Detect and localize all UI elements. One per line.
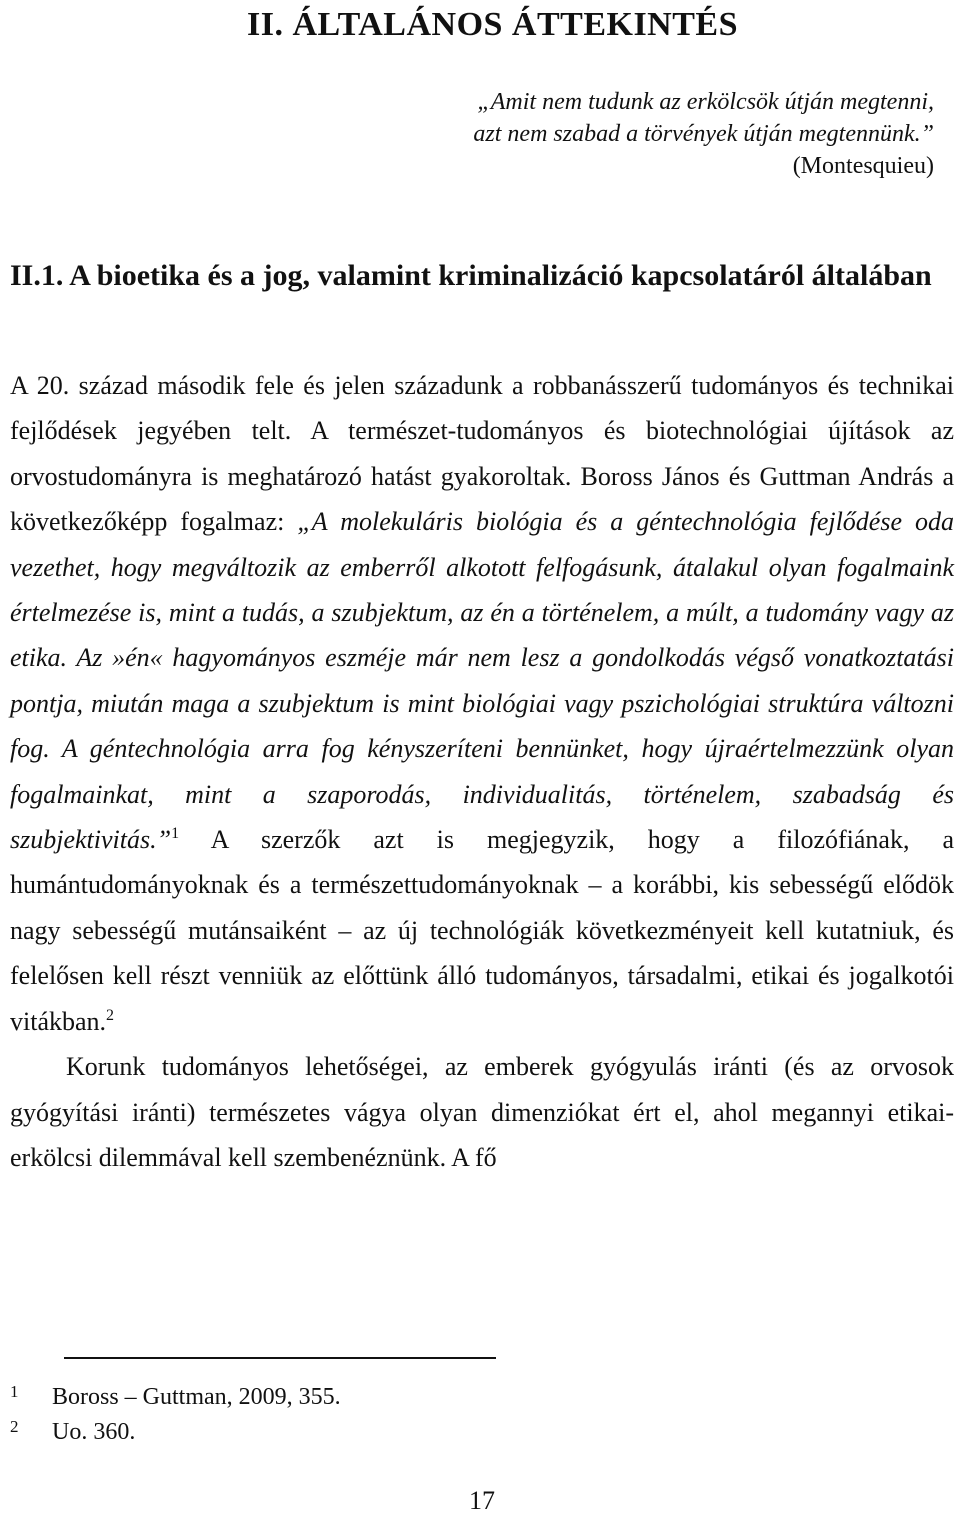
chapter-title: II. ÁLTALÁNOS ÁTTEKINTÉS bbox=[247, 6, 739, 43]
paragraph-1-intro: A 20. század második fele és jelen századunk a robbanásszerű tudományos és technikai fejlődések jegyében telt. A természet-tudományos és biotechnológiai újítások az orvostudományra is meghatározó hatást gyakoroltak. Boross János és Guttman András a következőképp fogalmaz: bbox=[10, 371, 954, 537]
footnote-ref-2[interactable]: 2 bbox=[106, 1006, 115, 1024]
footnote-separator bbox=[64, 1357, 496, 1359]
paragraph-1 bbox=[10, 363, 954, 1044]
footnotes bbox=[10, 1380, 341, 1450]
footnote-number: 2 bbox=[10, 1417, 19, 1436]
footnote-number: 1 bbox=[10, 1382, 19, 1401]
footnote-item bbox=[10, 1380, 341, 1415]
motto-line-1: „Amit nem tudunk az erkölcsök útján megtenni, bbox=[477, 89, 934, 115]
footnote-text: Uo. 360. bbox=[52, 1419, 136, 1445]
motto-line-2: azt nem szabad a törvények útján megtennünk.” bbox=[473, 121, 934, 147]
motto-quote bbox=[473, 86, 934, 182]
page-number: 17 bbox=[469, 1486, 495, 1515]
paragraph-2: Korunk tudományos lehetőségei, az emberek gyógyulás iránti (és az orvosok gyógyítási iránti) természetes vágya olyan dimenziókat ért el, ahol megannyi etikai-erkölcsi dilemmával kell szembenéznünk. A fő bbox=[10, 1052, 954, 1172]
body-text bbox=[10, 363, 954, 1180]
motto-author: (Montesquieu) bbox=[792, 153, 934, 179]
footnote-ref-1[interactable]: 1 bbox=[171, 825, 180, 843]
footnote-item bbox=[10, 1415, 341, 1450]
section-title: II.1. A bioetika és a jog, valamint kriminalizáció kapcsolatáról általában bbox=[10, 259, 932, 292]
footnote-text: Boross – Guttman, 2009, 355. bbox=[52, 1384, 341, 1410]
boross-guttman-quote: „A molekuláris biológia és a géntechnológia fejlődése oda vezethet, hogy megváltozik az emberről alkotott felfogásunk, átalakul olyan fogalmaink értelmezése is, mint a tudás, a szubjektum, az én a történelem, a múlt, a tudomány vagy az etika. Az »én« hagyományos eszméje már nem lesz a gondolkodás végső vonatkoztatási pontja, miután maga a szubjektum is mint biológiai vagy pszichológiai struktúra változni fog. A géntechnológia arra fog kényszeríteni bennünket, hogy újraértelmezzünk olyan fogalmainkat, mint a szaporodás, individualitás, történelem, szabadság és szubjektivitás.” bbox=[10, 507, 954, 855]
paragraph-1-continuation: A szerzők azt is megjegyzik, hogy a filozófiának, a humántudományoknak és a természettudományoknak – a korábbi, kis sebességű elődök nagy sebességű mutánsaiként – az új technológiák következményeit kell kutatniuk, és felelősen kell részt venniük az előttünk álló tudományos, társadalmi, etikai és jogalkotói vitákban. bbox=[10, 825, 954, 1036]
